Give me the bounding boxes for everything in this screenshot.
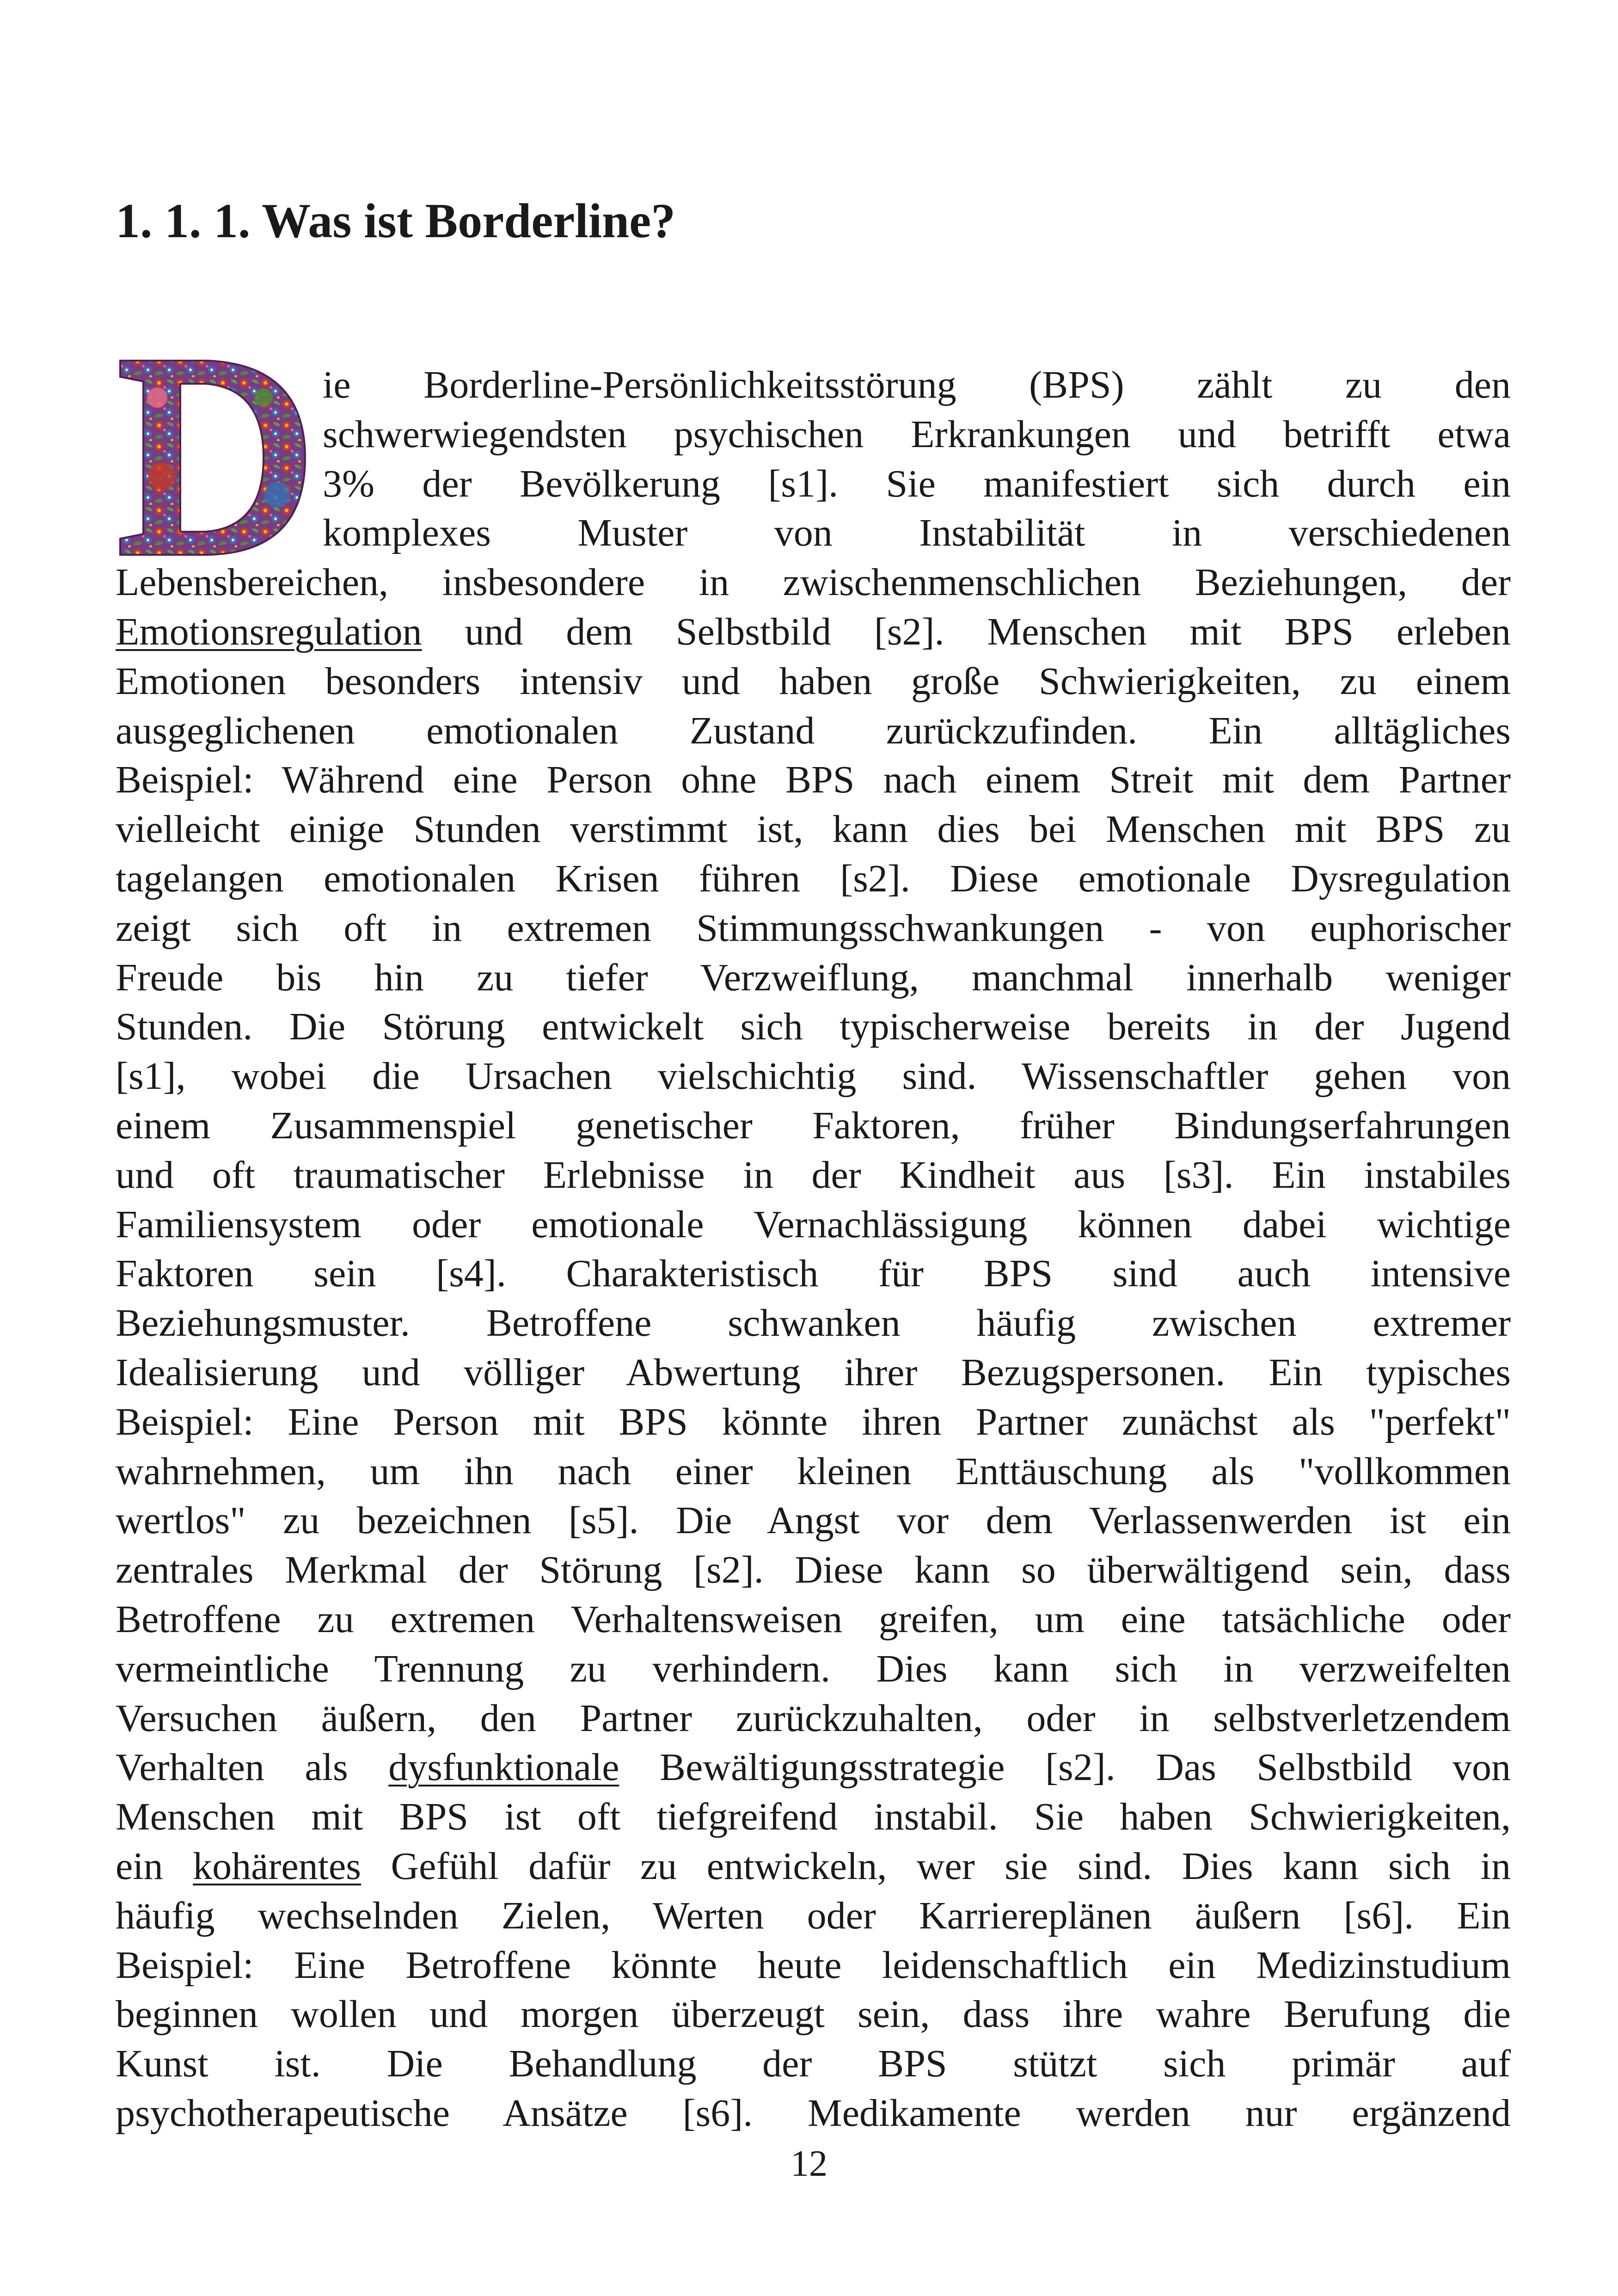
text-line: einem Zusammenspiel genetischer Faktoren, früher Bindungserfahrungen: [116, 1104, 1511, 1147]
text-line: psychotherapeutische Ansätze [s6]. Medikamente werden nur ergänzend: [116, 2092, 1511, 2135]
text-line: Idealisierung und völliger Abwertung ihrer Bezugspersonen. Ein typisches: [116, 1351, 1511, 1394]
ornamental-letter-d-illustration: [111, 356, 311, 559]
text-line: Kunst ist. Die Behandlung der BPS stützt sich primär auf: [116, 2042, 1511, 2086]
text-line: Versuchen äußern, den Partner zurückzuhalten, oder in selbstverletzendem: [116, 1696, 1511, 1740]
text-line: Stunden. Die Störung entwickelt sich typischerweise bereits in der Jugend: [116, 1005, 1511, 1049]
text-line: wertlos" zu bezeichnen [s5]. Die Angst vor dem Verlassenwerden ist ein: [116, 1499, 1511, 1542]
underlined-term: kohärentes: [193, 1845, 361, 1888]
text-segment: Verhalten als: [116, 1746, 389, 1789]
text-line: vielleicht einige Stunden verstimmt ist, kann dies bei Menschen mit BPS zu: [116, 808, 1511, 851]
text-line: [s1], wobei die Ursachen vielschichtig sind. Wissenschaftler gehen von: [116, 1055, 1511, 1098]
text-line: 3% der Bevölkerung [s1]. Sie manifestiert sich durch ein: [323, 462, 1511, 505]
text-line: tagelangen emotionalen Krisen führen [s2]. Diese emotionale Dysregulation: [116, 857, 1511, 900]
text-segment: und dem Selbstbild [s2]. Menschen mit BPS erleben: [422, 610, 1511, 653]
text-line: Beispiel: Während eine Person ohne BPS nach einem Streit mit dem Partner: [116, 758, 1511, 802]
underlined-term: dysfunktionale: [388, 1746, 619, 1789]
underlined-term: Emotionsregulation: [116, 610, 422, 653]
text-line: häufig wechselnden Zielen, Werten oder Karriereplänen äußern [s6]. Ein: [116, 1894, 1511, 1937]
text-line: Lebensbereichen, insbesondere in zwischenmenschlichen Beziehungen, der: [116, 561, 1511, 604]
page-number: 12: [791, 2143, 827, 2184]
decorated-initial-d: [111, 356, 311, 559]
text-line: komplexes Muster von Instabilität in verschiedenen: [323, 511, 1511, 555]
text-segment: Gefühl dafür zu entwickeln, wer sie sind. Dies kann sich in: [361, 1845, 1511, 1888]
text-line: beginnen wollen und morgen überzeugt sein, dass ihre wahre Berufung die: [116, 1993, 1511, 2036]
text-line: schwerwiegendsten psychischen Erkrankungen und betrifft etwa: [323, 412, 1511, 456]
text-line: ausgeglichenen emotionalen Zustand zurückzufinden. Ein alltägliches: [116, 709, 1511, 752]
text-line: [116, 1743, 1511, 1792]
text-segment: Bewältigungsstrategie [s2]. Das Selbstbild von: [619, 1746, 1511, 1789]
text-line: zeigt sich oft in extremen Stimmungsschwankungen - von euphorischer: [116, 906, 1511, 950]
section-heading: 1. 1. 1. Was ist Borderline?: [116, 194, 676, 248]
text-line: [116, 1842, 1511, 1891]
text-line: Beispiel: Eine Person mit BPS könnte ihren Partner zunächst als "perfekt": [116, 1400, 1511, 1443]
text-line: [116, 608, 1511, 657]
text-line: Menschen mit BPS ist oft tiefgreifend instabil. Sie haben Schwierigkeiten,: [116, 1795, 1511, 1839]
text-line: Faktoren sein [s4]. Charakteristisch für BPS sind auch intensive: [116, 1252, 1511, 1295]
text-line: Beispiel: Eine Betroffene könnte heute leidenschaftlich ein Medizinstudium: [116, 1943, 1511, 1987]
text-line: Freude bis hin zu tiefer Verzweiflung, manchmal innerhalb weniger: [116, 956, 1511, 999]
text-segment: ein: [116, 1845, 193, 1888]
text-line: zentrales Merkmal der Störung [s2]. Diese kann so überwältigend sein, dass: [116, 1548, 1511, 1592]
text-line: Familiensystem oder emotionale Vernachlässigung können dabei wichtige: [116, 1203, 1511, 1246]
text-line: Betroffene zu extremen Verhaltensweisen greifen, um eine tatsächliche oder: [116, 1598, 1511, 1641]
text-line: vermeintliche Trennung zu verhindern. Dies kann sich in verzweifelten: [116, 1647, 1511, 1690]
text-line: und oft traumatischer Erlebnisse in der Kindheit aus [s3]. Ein instabiles: [116, 1153, 1511, 1197]
text-line: wahrnehmen, um ihn nach einer kleinen Enttäuschung als "vollkommen: [116, 1449, 1511, 1493]
text-line: ie Borderline-Persönlichkeitsstörung (BPS) zählt zu den: [323, 363, 1511, 406]
text-line: Emotionen besonders intensiv und haben große Schwierigkeiten, zu einem: [116, 659, 1511, 703]
text-line: Beziehungsmuster. Betroffene schwanken häufig zwischen extremer: [116, 1301, 1511, 1345]
